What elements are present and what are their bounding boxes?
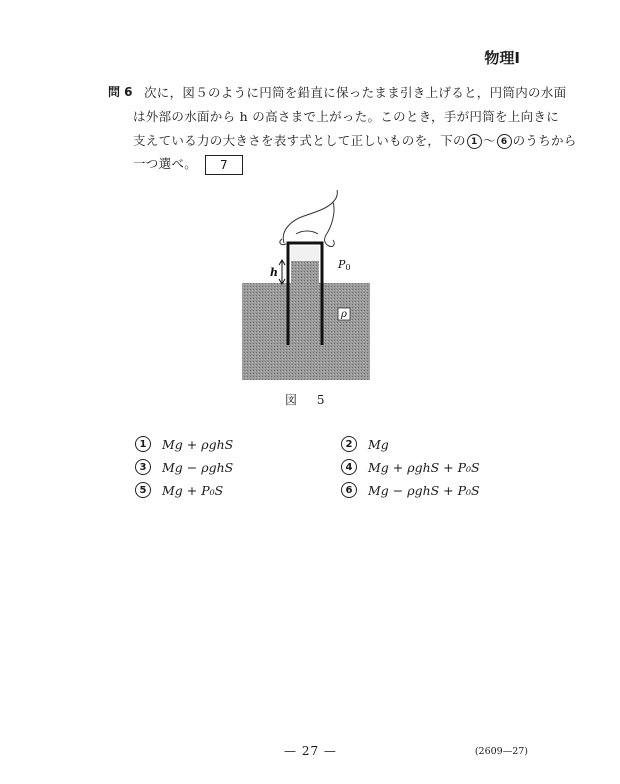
choice-5[interactable] — [134, 482, 223, 498]
choice-2[interactable] — [340, 436, 389, 452]
choice-3[interactable] — [134, 459, 233, 475]
question-text-line-2: は外部の水面から h の高さまで上がった。このとき，手が円筒を上向きに — [133, 109, 559, 124]
choice-1[interactable] — [134, 436, 233, 452]
question-number: 問 6 — [108, 85, 133, 99]
choice-4[interactable] — [340, 459, 480, 475]
subject-header: 物理Ⅰ — [484, 49, 520, 67]
cylinder-air-gap — [291, 246, 319, 261]
page-number: — 27 — — [284, 744, 337, 758]
figure-caption: 図 5 — [285, 393, 333, 407]
choice-6-expression: Mg − ρghS + P₀S — [368, 482, 480, 498]
choice-6[interactable] — [340, 482, 480, 498]
choice-5-number: 5 — [135, 482, 151, 498]
choice-1-expression: Mg + ρghS — [162, 436, 234, 452]
question-text-line-3-end: のうちから — [512, 133, 577, 148]
label-p0-sub: 0 — [345, 263, 351, 272]
circled-number-1: 1 — [467, 134, 482, 149]
label-p0-main: P — [338, 258, 346, 271]
label-rho: ρ — [341, 309, 347, 320]
choice-1-number: 1 — [135, 436, 151, 452]
figure-5-diagram — [220, 190, 400, 386]
label-p0 — [337, 258, 351, 272]
choice-6-number: 6 — [341, 482, 357, 498]
choice-2-expression: Mg — [368, 436, 389, 452]
choice-4-expression: Mg + ρghS + P₀S — [368, 459, 480, 475]
label-h: h — [270, 266, 278, 279]
choice-5-expression: Mg + P₀S — [162, 482, 224, 498]
hand-icon — [280, 190, 337, 247]
question-text-line-4-text: 一つ選べ。 — [133, 156, 198, 171]
question-text-line-4 — [133, 154, 243, 175]
water-column-inside-cylinder — [291, 261, 319, 345]
choice-3-number: 3 — [135, 459, 151, 475]
question-text-line-3-start: 支えている力の大きさを表す式として正しいものを，下の — [133, 133, 466, 148]
range-tilde: ～ — [482, 133, 496, 148]
page-code: (2609—27) — [474, 746, 528, 757]
choice-4-number: 4 — [341, 459, 357, 475]
choice-3-expression: Mg − ρghS — [162, 459, 234, 475]
choice-2-number: 2 — [341, 436, 357, 452]
circled-number-6: 6 — [497, 134, 512, 149]
question-text-line-3 — [133, 131, 577, 149]
question-text-line-1: 次に，図５のように円筒を鉛直に保ったまま引き上げると，円筒内の水面 — [144, 85, 567, 100]
answer-box[interactable]: 7 — [205, 155, 243, 175]
